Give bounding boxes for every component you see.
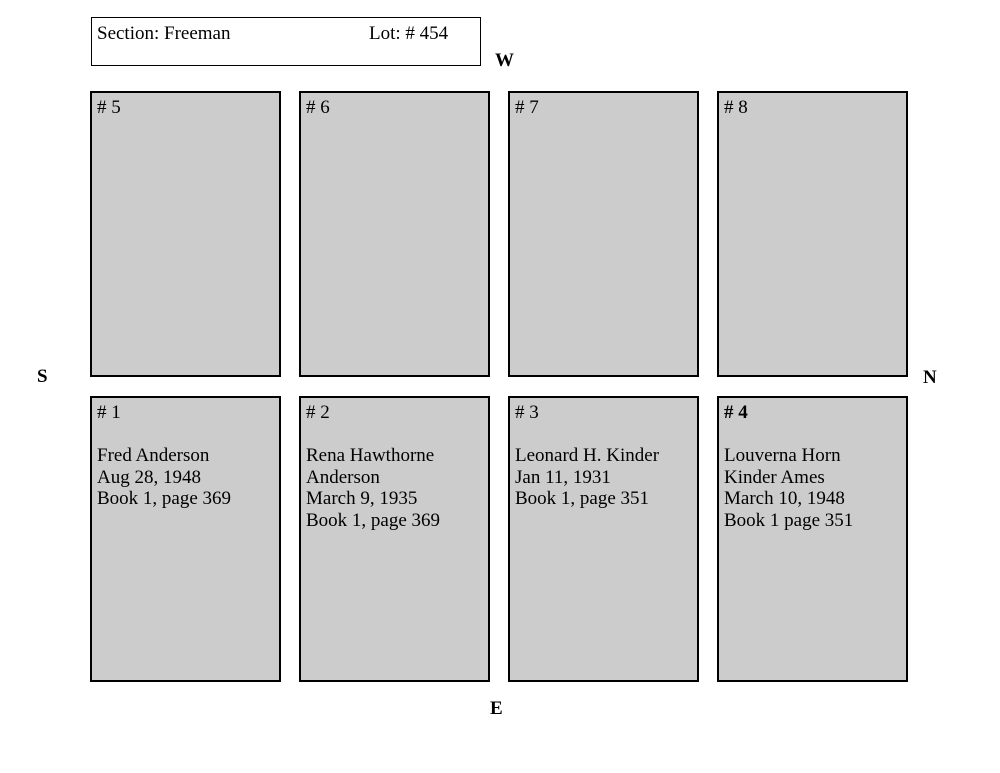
burial-date: March 9, 1935: [306, 488, 418, 509]
plot-6: [299, 91, 490, 377]
burial-record: [515, 445, 659, 510]
burial-book-reference: Book 1, page 369: [97, 488, 232, 509]
burial-record: [724, 445, 853, 531]
burial-name-continued: Kinder Ames: [724, 466, 825, 488]
plot-3: [508, 396, 699, 682]
plot-number: # 8: [724, 97, 748, 118]
burial-name: Leonard H. Kinder: [515, 445, 660, 466]
burial-name: Fred Anderson: [97, 445, 210, 466]
section-label: Section: Freeman: [97, 23, 231, 44]
burial-date: March 10, 1948: [724, 488, 845, 509]
plot-number: # 1: [97, 402, 121, 423]
compass-west: W: [495, 50, 514, 71]
plot-1: [90, 396, 281, 682]
burial-date: Jan 11, 1931: [515, 466, 611, 488]
plot-number: # 4: [724, 402, 748, 423]
plot-number: # 6: [306, 97, 330, 118]
burial-book-reference: Book 1, page 369: [306, 509, 441, 531]
burial-name: Rena Hawthorne: [306, 445, 435, 466]
plot-number: # 7: [515, 97, 539, 118]
burial-book-reference: Book 1 page 351: [724, 509, 854, 531]
burial-name: Louverna Horn: [724, 445, 841, 466]
plot-number: # 3: [515, 402, 539, 423]
compass-south: S: [37, 366, 48, 387]
burial-record: [97, 445, 231, 510]
burial-book-reference: Book 1, page 351: [515, 488, 650, 509]
lot-label: Lot: # 454: [369, 23, 449, 44]
lot-header-box: [91, 17, 481, 66]
burial-name-continued: Anderson: [306, 466, 380, 488]
plot-7: [508, 91, 699, 377]
compass-east: E: [490, 698, 503, 719]
plot-number: # 5: [97, 97, 121, 118]
compass-north: N: [923, 367, 937, 388]
plot-8: [717, 91, 908, 377]
plot-5: [90, 91, 281, 377]
plot-4: [717, 396, 908, 682]
burial-record: [306, 445, 440, 531]
burial-date: Aug 28, 1948: [97, 466, 201, 488]
plot-2: [299, 396, 490, 682]
plot-number: # 2: [306, 402, 330, 423]
